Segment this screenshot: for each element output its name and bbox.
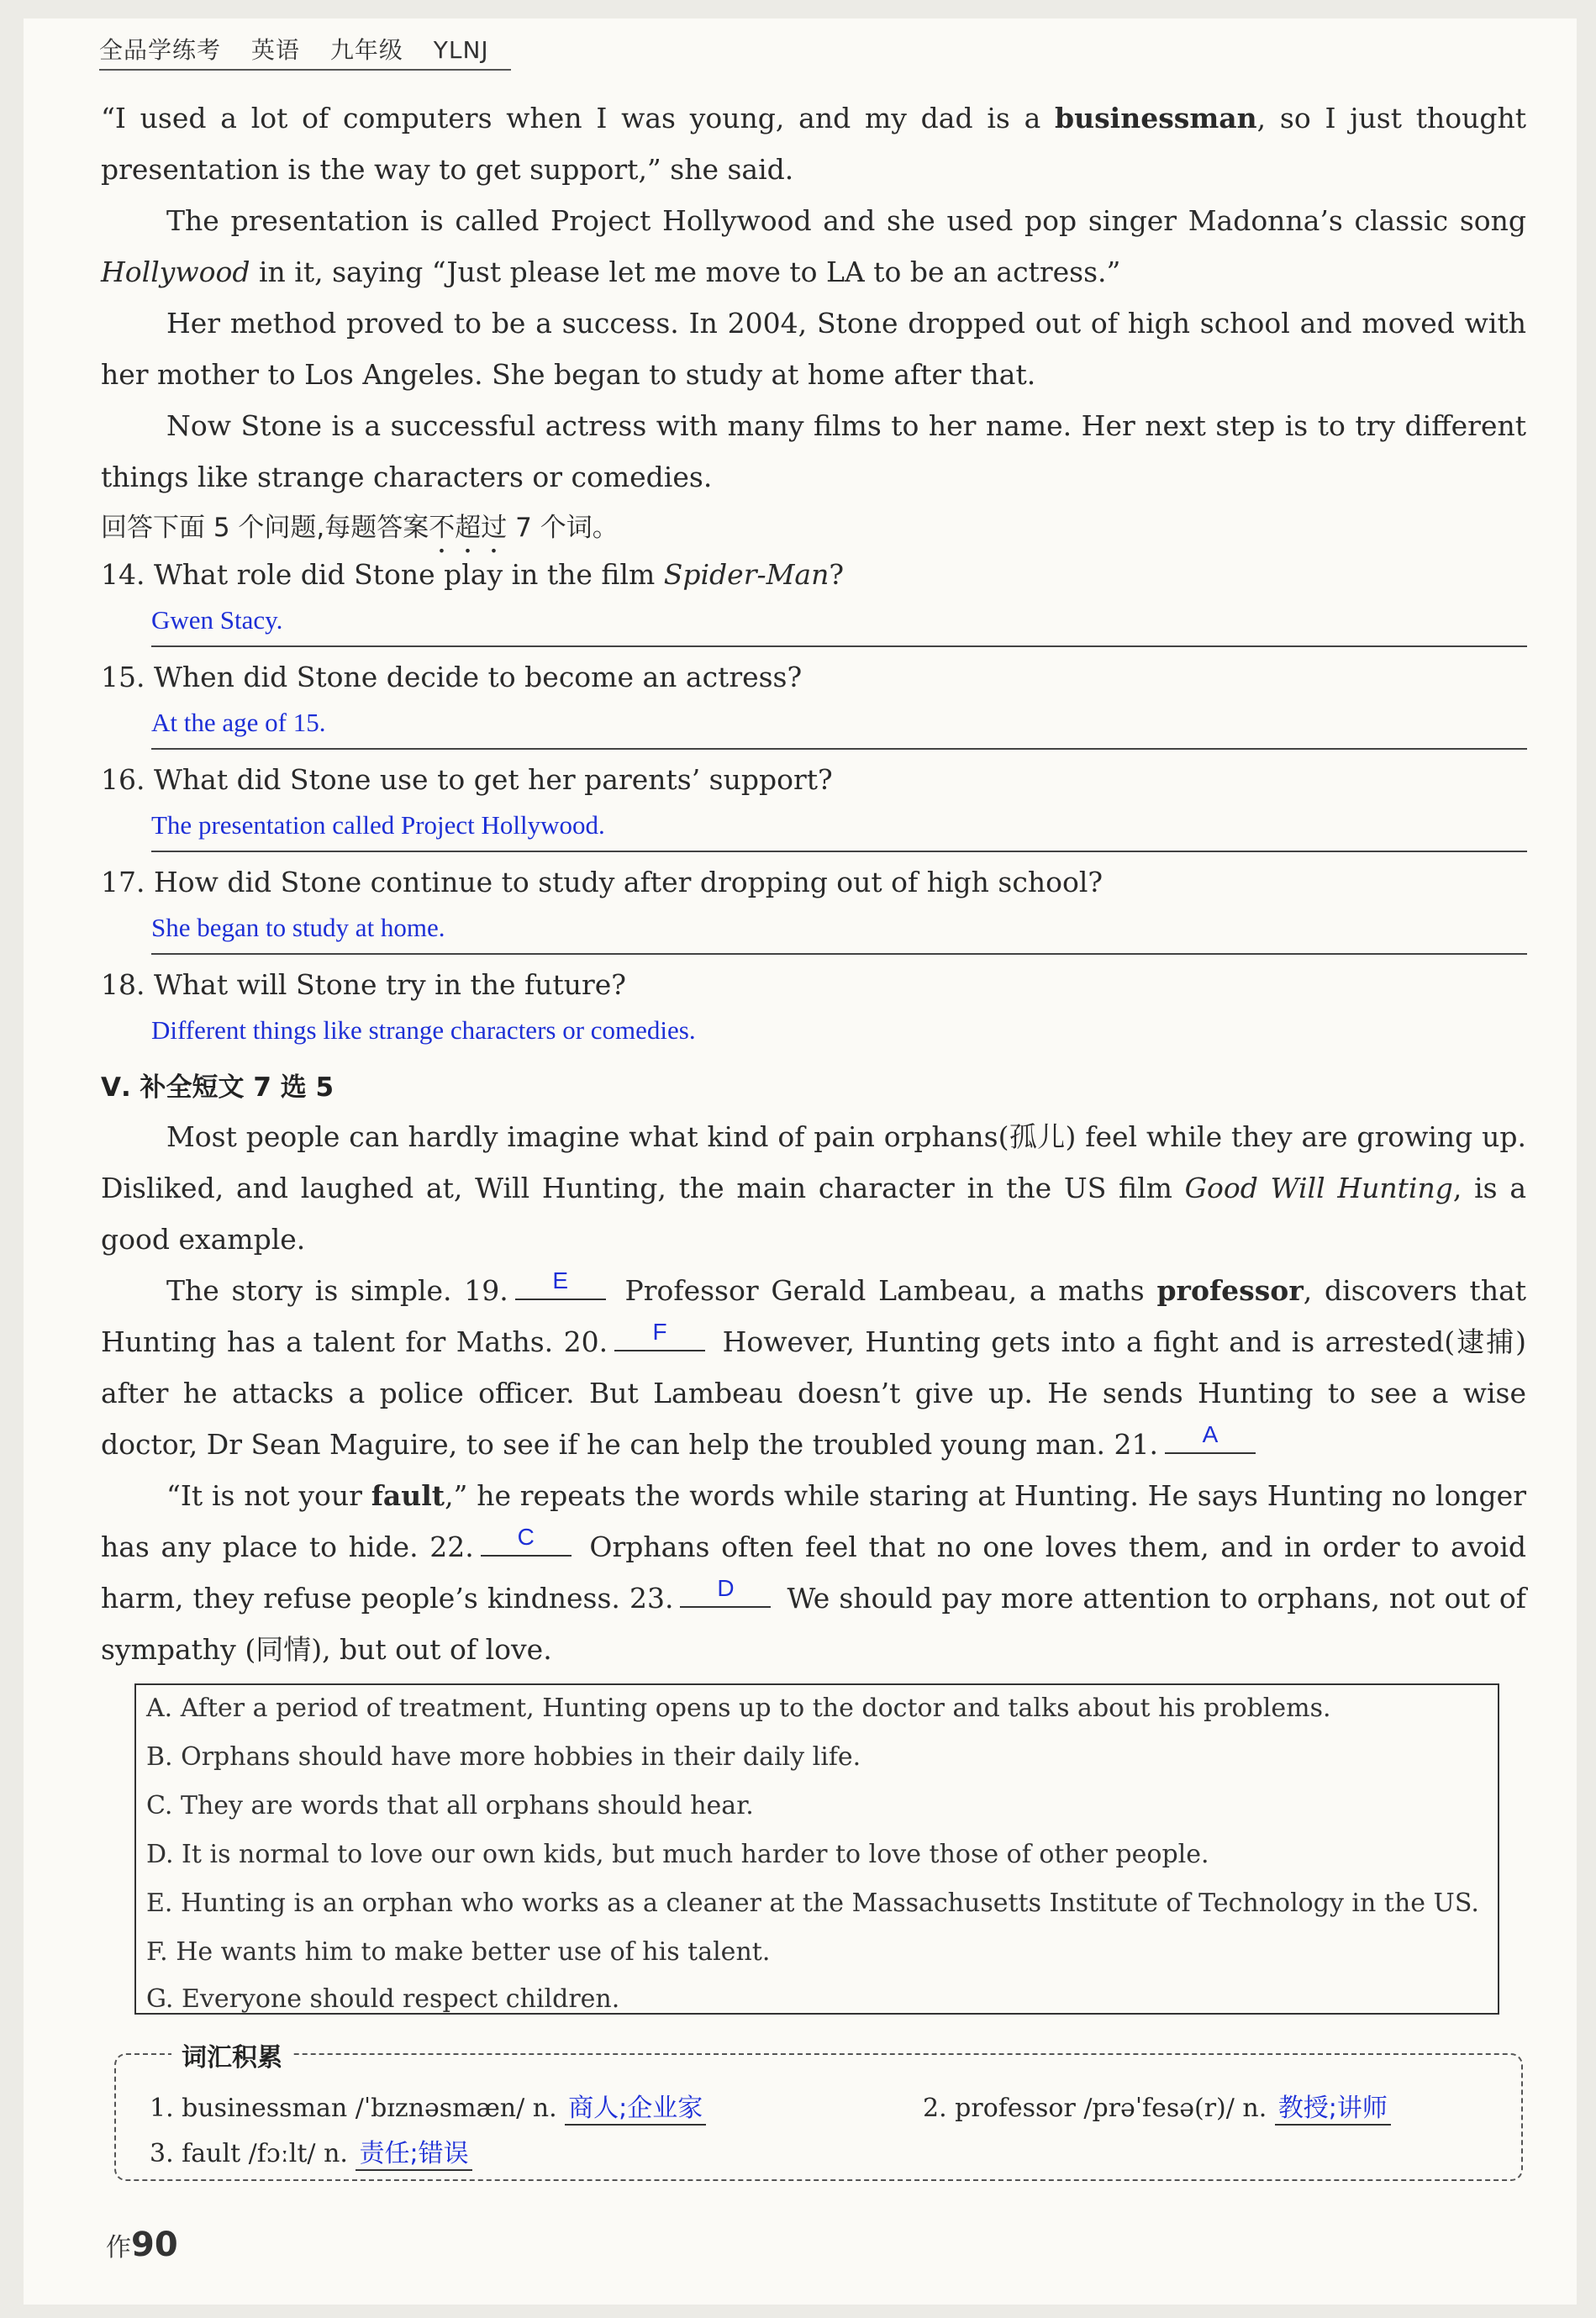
option-b: B. Orphans should have more hobbies in their daily life.	[146, 1742, 861, 1772]
question-16: 16. What did Stone use to get her parents’ support?	[101, 763, 833, 796]
blank-21-answer: A	[1202, 1421, 1219, 1447]
page-header	[99, 32, 511, 71]
passage-paragraph-2: The presentation is called Project Hollywood and she used pop singer Madonna’s classic song Hollywood in it, saying “Just please let me move to LA to be an actress.”	[101, 204, 1526, 288]
vocab-box	[114, 2043, 1523, 2181]
option-d: D. It is normal to love our own kids, but much harder to love those of other people.	[146, 1840, 1209, 1869]
vocab-word-professor: professor	[1156, 1274, 1304, 1307]
option-e: E. Hunting is an orphan who works as a cleaner at the Massachusetts Institute of Technology in the US.	[146, 1889, 1479, 1918]
options-box	[134, 1683, 1499, 2015]
cloze-paragraph-1: Most people can hardly imagine what kind of pain orphans(孤儿) feel while they are growing up. Disliked, and laughed at, Will Hunting, the main character in the US film Good Will Hunting, is a good example.	[101, 1120, 1526, 1256]
instruction: 回答下面 5 个问题,每题答案不超过 7 个词。	[101, 513, 619, 543]
option-c: C. They are words that all orphans should hear.	[146, 1791, 754, 1820]
question-17: 17. How did Stone continue to study after dropping out of high school?	[101, 866, 1104, 898]
answer-line	[151, 748, 1527, 750]
answer-line	[151, 645, 1527, 647]
vocab-answer-3: 责任;错误	[356, 2132, 471, 2171]
vocab-item-3: 3. fault /fɔːlt/ n. 责任;错误	[150, 2132, 472, 2171]
page-number: 作90	[106, 2226, 178, 2264]
blank-22-answer: C	[517, 1524, 535, 1550]
blank-19-answer: E	[552, 1267, 569, 1293]
passage-paragraph-4: Now Stone is a successful actress with many films to her name. Her next step is to try different things like strange characters or comedies.	[101, 409, 1526, 493]
answer-line	[151, 953, 1527, 955]
blank-19[interactable]	[515, 1265, 606, 1300]
header-grade: 九年级	[329, 36, 403, 64]
option-a: A. After a period of treatment, Hunting opens up to the doctor and talks about his problems.	[146, 1694, 1331, 1723]
option-g: G. Everyone should respect children.	[146, 1984, 620, 2014]
blank-21[interactable]	[1165, 1419, 1256, 1454]
question-14: 14. What role did Stone play in the film Spider-Man?	[101, 558, 845, 591]
header-code: YLNJ	[433, 36, 489, 64]
blank-23[interactable]	[680, 1573, 771, 1608]
blank-23-answer: D	[717, 1575, 735, 1601]
vocab-answer-1: 商人;企业家	[565, 2087, 706, 2126]
vocab-item-1: 1. businessman /ˈbɪznəsmæn/ n. 商人;企业家	[150, 2087, 706, 2126]
passage-paragraph-3: Her method proved to be a success. In 2004, Stone dropped out of high school and moved with her mother to Los Angeles. She began to study at home after that.	[101, 307, 1526, 391]
vocab-word-fault: fault	[371, 1479, 445, 1512]
answer-16: The presentation called Project Hollywood.	[151, 810, 605, 840]
vocab-item-2: 2. professor /prəˈfesə(r)/ n. 教授;讲师	[923, 2087, 1391, 2126]
blank-20-answer: F	[652, 1319, 667, 1345]
header-subject: 英语	[250, 36, 300, 64]
header-series: 全品学练考	[99, 36, 222, 64]
vocab-word-businessman: businessman	[1055, 102, 1257, 134]
answer-14: Gwen Stacy.	[151, 605, 283, 635]
option-f: F. He wants him to make better use of his talent.	[146, 1937, 771, 1967]
answer-17: She began to study at home.	[151, 913, 445, 942]
question-15: 15. When did Stone decide to become an actress?	[101, 661, 803, 693]
answer-line	[151, 851, 1527, 852]
answer-15: At the age of 15.	[151, 708, 326, 737]
answer-18: Different things like strange characters or comedies.	[151, 1015, 696, 1045]
cloze-paragraph-2: The story is simple. 19. E Professor Gerald Lambeau, a maths professor, discovers that Hunting has a talent for Maths. 20. F However, Hunting gets into a fight and is arrested(逮捕) after he attacks a police officer. But Lambeau doesn’t give up. He sends Hunting to see a wise doctor, Dr Sean Maguire, to see if he can help the troubled young man. 21. A	[101, 1265, 1526, 1470]
emphasis-no-more-than: 不超过	[429, 513, 508, 543]
cloze-paragraph-3: “It is not your fault,” he repeats the words while staring at Hunting. He says Hunting no longer has any place to hide. 22. C Orphans often feel that no one loves them, and in order to avoid harm, they refuse people’s kindness. 23. D We should pay more attention to orphans, not out of sympathy (同情), but out of love.	[101, 1479, 1527, 1666]
question-18: 18. What will Stone try in the future?	[101, 968, 626, 1001]
blank-22[interactable]	[481, 1521, 572, 1557]
blank-20[interactable]	[614, 1316, 705, 1351]
passage-paragraph-1: “I used a lot of computers when I was young, and my dad is a businessman, so I just thought presentation is the way to get support,” she said.	[101, 102, 1526, 186]
vocab-title: 词汇积累	[171, 2036, 292, 2073]
vocab-answer-2: 教授;讲师	[1275, 2087, 1391, 2126]
section-title: Ⅴ. 补全短文 7 选 5	[101, 1072, 334, 1103]
